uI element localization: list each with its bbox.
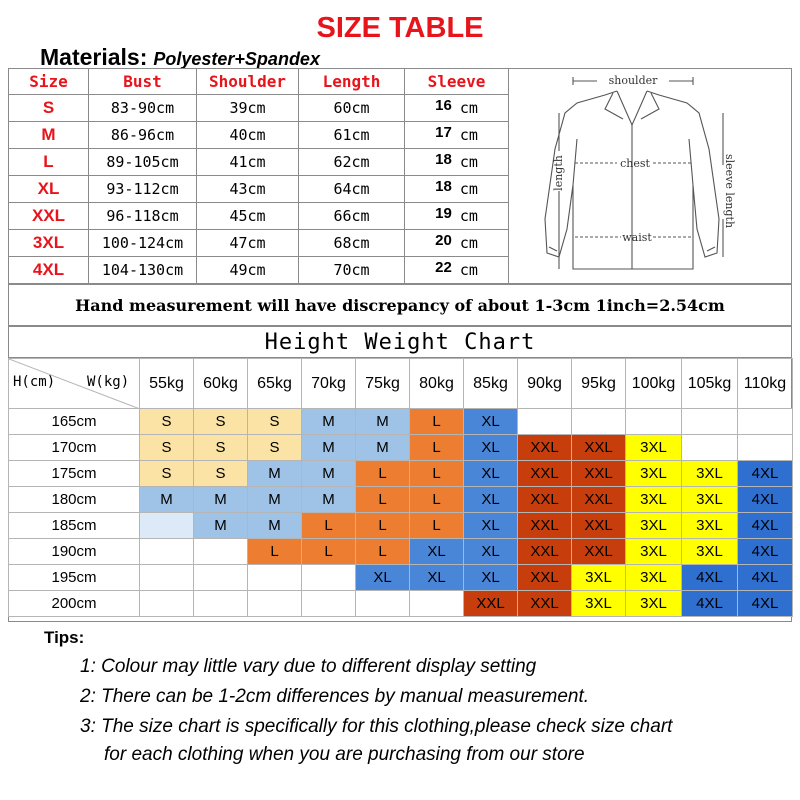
size-recommendation-cell: S (140, 435, 194, 461)
size-recommendation-cell: XL (410, 565, 464, 591)
size-recommendation-cell: XL (464, 539, 518, 565)
size-row (9, 257, 509, 284)
size-recommendation-cell: XXL (518, 461, 572, 487)
length-cell: 70cm (299, 257, 405, 284)
weight-header-cell: 55kg (140, 359, 194, 409)
size-recommendation-cell: XL (464, 513, 518, 539)
diagram-shoulder-label: shoulder (608, 74, 658, 87)
size-row (9, 230, 509, 257)
height-cell: 185cm (9, 513, 140, 539)
size-recommendation-cell: XL (464, 461, 518, 487)
size-recommendation-cell (572, 409, 626, 435)
size-recommendation-cell: 3XL (626, 461, 682, 487)
tip-3: 3: The size chart is specifically for this clothing,please check size chart (80, 716, 673, 737)
height-cell: 165cm (9, 409, 140, 435)
diagram-length-label: length (552, 155, 565, 191)
header-shoulder: Shoulder (197, 69, 299, 95)
height-cell: 175cm (9, 461, 140, 487)
weight-header-cell: 80kg (410, 359, 464, 409)
size-cell: 4XL (9, 257, 89, 284)
size-recommendation-cell: XXL (518, 487, 572, 513)
sleeve-cell (405, 230, 509, 257)
size-cell: XL (9, 176, 89, 203)
length-cell: 66cm (299, 203, 405, 230)
shoulder-cell: 43cm (197, 176, 299, 203)
weight-header-cell: 105kg (682, 359, 738, 409)
size-cell: S (9, 95, 89, 122)
size-recommendation-cell: M (302, 487, 356, 513)
size-recommendation-cell: 4XL (682, 591, 738, 617)
size-recommendation-cell: M (302, 409, 356, 435)
size-recommendation-cell: 4XL (738, 591, 793, 617)
size-recommendation-cell: XL (464, 435, 518, 461)
weight-header-cell: 110kg (738, 359, 793, 409)
size-recommendation-cell: L (410, 435, 464, 461)
sleeve-unit: cm (459, 180, 478, 198)
height-cell: 190cm (9, 539, 140, 565)
hw-header-row (9, 359, 793, 409)
size-recommendation-cell: S (194, 461, 248, 487)
size-recommendation-cell: L (410, 513, 464, 539)
height-cell: 170cm (9, 435, 140, 461)
size-recommendation-cell: M (302, 435, 356, 461)
header-length: Length (299, 69, 405, 95)
hw-row (9, 513, 793, 539)
size-row (9, 176, 509, 203)
size-row (9, 95, 509, 122)
size-row (9, 149, 509, 176)
size-recommendation-cell (194, 565, 248, 591)
sleeve-cell (405, 176, 509, 203)
bust-cell: 96-118cm (89, 203, 197, 230)
bust-cell: 83-90cm (89, 95, 197, 122)
size-recommendation-cell (682, 409, 738, 435)
tip-1: 1: Colour may little vary due to different display setting (80, 656, 537, 677)
height-cell: 180cm (9, 487, 140, 513)
tips-label: Tips (44, 628, 79, 647)
bust-cell: 100-124cm (89, 230, 197, 257)
size-recommendation-cell: M (248, 513, 302, 539)
size-recommendation-cell: 3XL (626, 513, 682, 539)
size-recommendation-cell: XXL (518, 565, 572, 591)
size-recommendation-cell (410, 591, 464, 617)
size-cell: XXL (9, 203, 89, 230)
size-recommendation-cell: S (140, 461, 194, 487)
size-recommendation-cell: L (356, 487, 410, 513)
size-recommendation-cell: 3XL (572, 565, 626, 591)
size-recommendation-cell: M (248, 487, 302, 513)
weight-header-cell: 75kg (356, 359, 410, 409)
size-recommendation-cell (140, 565, 194, 591)
shirt-measurement-diagram (508, 68, 792, 284)
size-recommendation-cell (248, 565, 302, 591)
size-recommendation-cell: L (356, 539, 410, 565)
size-recommendation-cell (738, 409, 793, 435)
size-recommendation-cell: L (302, 513, 356, 539)
tips-heading (44, 628, 84, 648)
materials-label: Materials: (40, 44, 148, 70)
size-recommendation-cell: XL (356, 565, 410, 591)
size-recommendation-cell: 3XL (626, 539, 682, 565)
size-recommendation-cell: M (302, 461, 356, 487)
size-cell: M (9, 122, 89, 149)
length-cell: 60cm (299, 95, 405, 122)
sleeve-unit: cm (459, 261, 478, 279)
size-recommendation-cell: S (140, 409, 194, 435)
hw-axis-cell (9, 359, 140, 409)
hw-row (9, 435, 793, 461)
size-recommendation-cell: XL (410, 539, 464, 565)
size-table (8, 68, 509, 284)
shirt-icon (509, 69, 793, 285)
size-recommendation-cell: L (356, 461, 410, 487)
sleeve-value: 18 (435, 178, 452, 195)
size-row (9, 203, 509, 230)
size-recommendation-cell: L (410, 487, 464, 513)
size-recommendation-cell: M (194, 487, 248, 513)
sleeve-unit: cm (459, 99, 478, 117)
size-recommendation-cell: 4XL (738, 487, 793, 513)
tips-colon: : (78, 628, 85, 647)
length-cell: 64cm (299, 176, 405, 203)
size-recommendation-cell (194, 591, 248, 617)
hw-row (9, 591, 793, 617)
header-sleeve: Sleeve (405, 69, 509, 95)
sleeve-value: 20 (435, 232, 452, 249)
size-recommendation-cell (626, 409, 682, 435)
weight-header-cell: 65kg (248, 359, 302, 409)
size-recommendation-cell: 3XL (682, 487, 738, 513)
shoulder-cell: 40cm (197, 122, 299, 149)
measurement-note: Hand measurement will have discrepancy of about 1-3cm 1inch=2.54cm (8, 284, 792, 326)
size-recommendation-cell: M (356, 409, 410, 435)
sleeve-cell (405, 257, 509, 284)
size-recommendation-cell: 3XL (572, 591, 626, 617)
size-cell: 3XL (9, 230, 89, 257)
weight-header-cell: 70kg (302, 359, 356, 409)
header-size: Size (9, 69, 89, 95)
sleeve-value: 19 (435, 205, 452, 222)
sleeve-value: 17 (435, 124, 452, 141)
size-recommendation-cell (140, 513, 194, 539)
shoulder-cell: 47cm (197, 230, 299, 257)
sleeve-value: 22 (435, 259, 452, 276)
sleeve-value: 18 (435, 151, 452, 168)
diagram-sleeve-label: sleeve length (723, 153, 736, 229)
weight-header-cell: 85kg (464, 359, 518, 409)
size-recommendation-cell (356, 591, 410, 617)
size-recommendation-cell (302, 591, 356, 617)
size-recommendation-cell: 4XL (738, 513, 793, 539)
weight-header-cell: 95kg (572, 359, 626, 409)
sleeve-cell (405, 149, 509, 176)
size-recommendation-cell: 3XL (682, 539, 738, 565)
materials-value: Polyester+Spandex (153, 49, 320, 69)
size-recommendation-cell: M (248, 461, 302, 487)
sleeve-unit: cm (459, 207, 478, 225)
sleeve-unit: cm (459, 234, 478, 252)
size-recommendation-cell: 3XL (682, 513, 738, 539)
size-recommendation-cell (682, 435, 738, 461)
bust-cell: 93-112cm (89, 176, 197, 203)
size-recommendation-cell: 3XL (626, 435, 682, 461)
weight-axis-label: W(kg) (87, 374, 130, 390)
sleeve-cell (405, 203, 509, 230)
weight-header-cell: 100kg (626, 359, 682, 409)
size-table-header (9, 69, 509, 95)
size-recommendation-cell (248, 591, 302, 617)
sleeve-value: 16 (435, 97, 452, 114)
size-recommendation-cell: XXL (518, 513, 572, 539)
size-cell: L (9, 149, 89, 176)
size-recommendation-cell (518, 409, 572, 435)
size-recommendation-cell: XXL (572, 461, 626, 487)
header-bust: Bust (89, 69, 197, 95)
length-cell: 61cm (299, 122, 405, 149)
size-recommendation-cell: L (248, 539, 302, 565)
sleeve-unit: cm (459, 153, 478, 171)
hw-row (9, 565, 793, 591)
size-recommendation-cell: 3XL (682, 461, 738, 487)
height-weight-table (8, 358, 793, 617)
size-recommendation-cell: M (140, 487, 194, 513)
size-recommendation-cell: XL (464, 565, 518, 591)
size-recommendation-cell (194, 539, 248, 565)
size-recommendation-cell: M (356, 435, 410, 461)
size-recommendation-cell: XXL (572, 513, 626, 539)
size-recommendation-cell: 3XL (626, 565, 682, 591)
hw-row (9, 409, 793, 435)
bust-cell: 86-96cm (89, 122, 197, 149)
shoulder-cell: 45cm (197, 203, 299, 230)
size-recommendation-cell: L (356, 513, 410, 539)
hw-chart-title: Height Weight Chart (8, 326, 792, 358)
size-recommendation-cell: S (194, 435, 248, 461)
size-recommendation-cell: M (194, 513, 248, 539)
size-recommendation-cell: S (248, 435, 302, 461)
size-recommendation-cell: 3XL (626, 591, 682, 617)
tip-3-continued: for each clothing when you are purchasing from our store (104, 744, 585, 765)
hw-row (9, 539, 793, 565)
height-cell: 195cm (9, 565, 140, 591)
size-recommendation-cell: XXL (464, 591, 518, 617)
size-recommendation-cell (302, 565, 356, 591)
size-recommendation-cell: XXL (518, 539, 572, 565)
length-cell: 68cm (299, 230, 405, 257)
height-cell: 200cm (9, 591, 140, 617)
size-recommendation-cell: XL (464, 409, 518, 435)
size-row (9, 122, 509, 149)
materials-line (40, 44, 320, 71)
size-recommendation-cell: 4XL (682, 565, 738, 591)
sleeve-unit: cm (459, 126, 478, 144)
weight-header-cell: 90kg (518, 359, 572, 409)
length-cell: 62cm (299, 149, 405, 176)
shoulder-cell: 39cm (197, 95, 299, 122)
size-recommendation-cell: L (410, 461, 464, 487)
sleeve-cell (405, 95, 509, 122)
size-recommendation-cell: S (248, 409, 302, 435)
size-recommendation-cell: 4XL (738, 539, 793, 565)
bust-cell: 104-130cm (89, 257, 197, 284)
size-recommendation-cell: 4XL (738, 565, 793, 591)
weight-header-cell: 60kg (194, 359, 248, 409)
size-recommendation-cell: XXL (518, 591, 572, 617)
size-recommendation-cell: L (302, 539, 356, 565)
size-recommendation-cell: XXL (572, 487, 626, 513)
size-recommendation-cell: 3XL (626, 487, 682, 513)
page-title: SIZE TABLE (316, 12, 484, 44)
diagram-waist-label: waist (622, 231, 652, 244)
hw-row (9, 487, 793, 513)
size-recommendation-cell: XXL (518, 435, 572, 461)
size-recommendation-cell: 4XL (738, 461, 793, 487)
size-recommendation-cell (140, 591, 194, 617)
height-axis-label: H(cm) (13, 374, 56, 390)
sleeve-cell (405, 122, 509, 149)
size-recommendation-cell: XXL (572, 539, 626, 565)
size-recommendation-cell: XL (464, 487, 518, 513)
diagram-chest-label: chest (620, 157, 650, 170)
shoulder-cell: 49cm (197, 257, 299, 284)
hw-row (9, 461, 793, 487)
size-recommendation-cell: XXL (572, 435, 626, 461)
shoulder-cell: 41cm (197, 149, 299, 176)
size-recommendation-cell: L (410, 409, 464, 435)
size-recommendation-cell: S (194, 409, 248, 435)
size-recommendation-cell (140, 539, 194, 565)
bust-cell: 89-105cm (89, 149, 197, 176)
tip-2: 2: There can be 1-2cm differences by manual measurement. (80, 686, 590, 707)
size-recommendation-cell (738, 435, 793, 461)
